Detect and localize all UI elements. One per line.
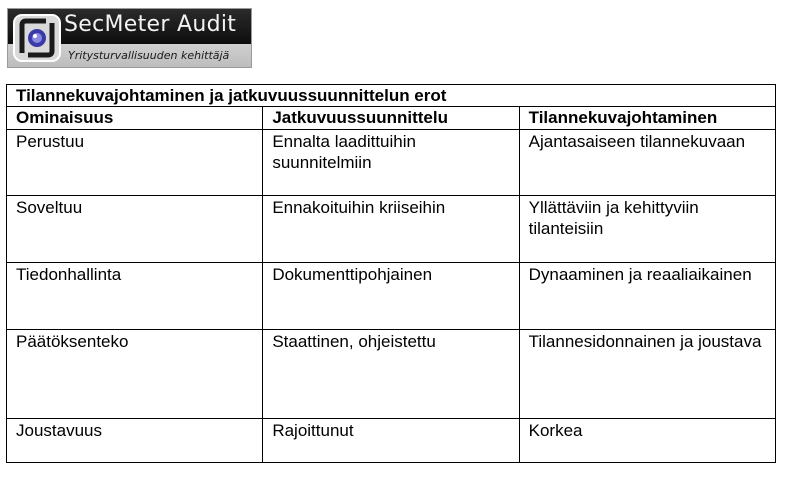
cell-text: Joustavuus [16,421,102,440]
logo-tagline: Yritysturvallisuuden kehittäjä [68,49,230,62]
cell-text: Soveltuu [16,198,83,217]
cell-text: Tiedonhallinta [16,265,122,284]
secmeter-emblem-icon [12,13,62,63]
cell-text: Rajoittunut [272,421,354,440]
table-cell [263,196,519,263]
comparison-table-container [6,84,776,463]
cell-text: Dynaaminen ja reaaliaikainen [528,265,752,284]
table-cell [519,196,775,263]
table-header-row [7,107,776,130]
table-cell [263,263,519,330]
table-row [7,130,776,196]
table-cell [519,130,775,196]
table-title-row [7,85,776,107]
table-row [7,196,776,263]
cell-text: Päätöksenteko [16,332,129,351]
cell-text: Staattinen, ohjeistettu [272,332,436,351]
secmeter-logo [7,8,252,68]
table-cell [7,263,263,330]
table-cell [7,330,263,419]
cell-text: Ennakoituihin kriiseihin [272,198,446,217]
logo-brand-name: SecMeter Audit [64,12,237,37]
table-row [7,419,776,463]
table-cell [519,330,775,419]
cell-text: Ajantasaiseen tilannekuvaan [528,132,746,151]
table-cell [7,130,263,196]
table-cell [263,330,519,419]
table-title: Tilannekuvajohtaminen ja jatkuvuussuunnittelun erot [7,85,776,107]
table-cell [519,263,775,330]
cell-text: Korkea [528,421,583,440]
table-cell [263,419,519,463]
cell-text: Perustuu [16,132,85,151]
cell-text: Dokumenttipohjainen [272,265,433,284]
column-header-tilannekuvajohtaminen: Tilannekuvajohtaminen [519,107,775,130]
comparison-table [6,84,776,463]
table-cell [519,419,775,463]
cell-text: Ennalta laadittuihin suunnitelmiin [272,132,416,172]
table-cell [7,196,263,263]
table-cell [7,419,263,463]
cell-text: Tilannesidonnainen ja joustava [528,332,762,351]
column-header-ominaisuus: Ominaisuus [7,107,263,130]
table-row [7,330,776,419]
cell-text: Yllättäviin ja kehittyviin tilanteisiin [528,198,699,238]
column-header-jatkuvuussuunnittelu: Jatkuvuussuunnittelu [263,107,519,130]
table-cell [263,130,519,196]
table-row [7,263,776,330]
